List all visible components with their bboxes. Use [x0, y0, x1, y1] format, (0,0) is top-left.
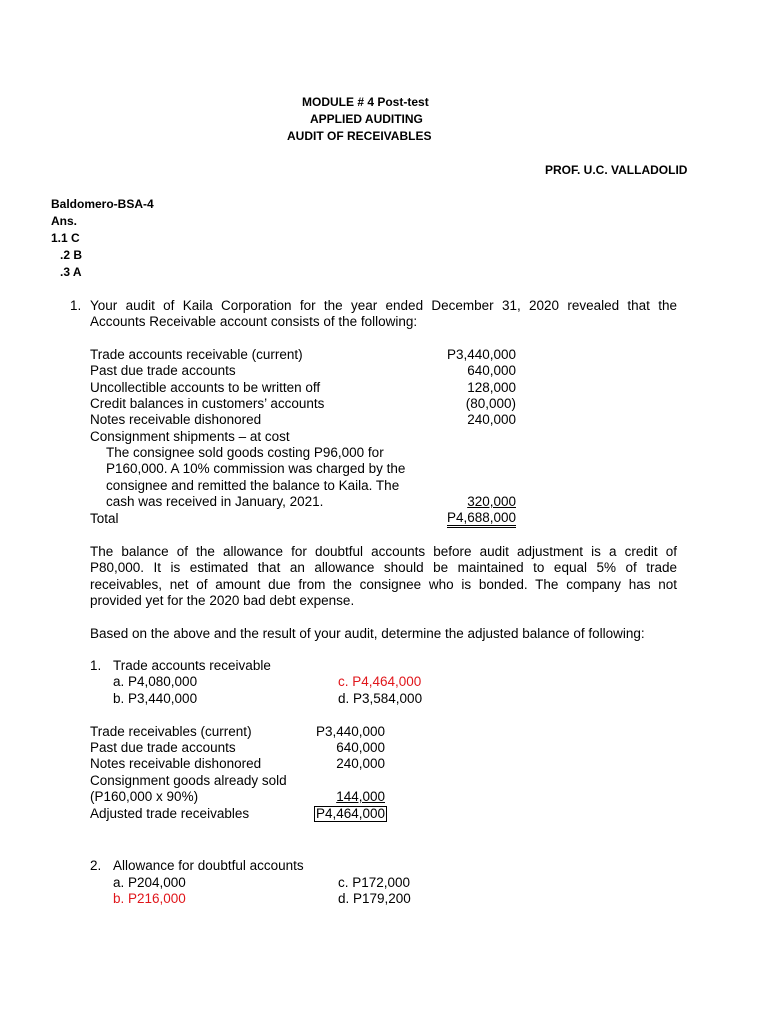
item-label: Trade accounts receivable (current) [90, 347, 303, 362]
problem-intro-line2: Accounts Receivable account consists of the following: [90, 314, 418, 329]
work-value: 240,000 [336, 756, 385, 771]
work-label: Notes receivable dishonored [90, 756, 262, 771]
q2-choice-b-answer: b. P216,000 [113, 891, 186, 906]
answer-2: .2 B [60, 248, 83, 262]
work-value: P3,440,000 [315, 724, 385, 739]
consignment-note-line: consignee and remitted the balance to Kaila. The [106, 478, 400, 493]
consignment-note-line: The consignee sold goods costing P96,000 for [106, 445, 384, 460]
item-value: 640,000 [467, 363, 516, 378]
work-label: Trade receivables (current) [90, 724, 252, 739]
item-value: 128,000 [467, 380, 516, 395]
problem-number: 1. [70, 298, 82, 313]
consignment-note-line: P160,000. A 10% commission was charged by the [106, 461, 406, 476]
adjusted-trade-receivables-value: P4,464,000 [315, 806, 385, 821]
consignment-note-line: cash was received in January, 2021. [106, 494, 324, 509]
work-value: 144,000 [336, 789, 385, 804]
allowance-para-line4: provided yet for the 2020 bad debt expense. [90, 593, 355, 608]
q2-choice-d: d. P179,200 [338, 891, 411, 906]
work-label: Consignment goods already sold [90, 773, 287, 788]
item-label: Uncollectible accounts to be written off [90, 380, 321, 395]
allowance-para-line2: P80,000. It is estimated that an allowance should be maintained to equal 5% of trade [90, 560, 677, 575]
q1-choice-c-answer: c. P4,464,000 [338, 674, 422, 689]
q1-text: Trade accounts receivable [113, 658, 271, 673]
allowance-para-line1: The balance of the allowance for doubtful accounts before audit adjustment is a credit of [90, 544, 677, 559]
total-label: Total [90, 511, 119, 526]
q1-number: 1. [90, 658, 102, 673]
q1-choice-b: b. P3,440,000 [113, 691, 198, 706]
q1-choice-d: d. P3,584,000 [338, 691, 423, 706]
q2-text: Allowance for doubtful accounts [113, 858, 304, 873]
work-label: Past due trade accounts [90, 740, 236, 755]
total-value: P4,688,000 [447, 511, 516, 528]
q2-number: 2. [90, 858, 102, 873]
allowance-para-line3: receivables, net of amount due from the consignee who is bonded. The company has not [90, 577, 677, 592]
work-label: (P160,000 x 90%) [90, 789, 199, 804]
consignment-value: 320,000 [467, 494, 516, 509]
problem-intro-line1: Your audit of Kaila Corporation for the year ended December 31, 2020 revealed that the [90, 298, 677, 313]
q2-choice-a: a. P204,000 [113, 875, 186, 890]
item-value: 240,000 [467, 412, 516, 427]
work-value: 640,000 [336, 740, 385, 755]
answer-1: 1.1 C [51, 231, 80, 245]
item-label: Credit balances in customers’ accounts [90, 396, 325, 411]
professor-name: PROF. U.C. VALLADOLID [545, 163, 688, 177]
instruction-text: Based on the above and the result of your audit, determine the adjusted balance of following: [90, 626, 645, 641]
item-value: (80,000) [465, 396, 516, 411]
work-label: Adjusted trade receivables [90, 806, 250, 821]
module-title: MODULE # 4 Post-test [302, 95, 429, 109]
topic-title: AUDIT OF RECEIVABLES [287, 129, 432, 143]
item-label: Past due trade accounts [90, 363, 236, 378]
q2-choice-c: c. P172,000 [338, 875, 411, 890]
answers-label: Ans. [51, 214, 78, 228]
answer-3: .3 A [60, 265, 82, 279]
item-label: Consignment shipments – at cost [90, 429, 290, 444]
item-value: P3,440,000 [446, 347, 516, 362]
q1-choice-a: a. P4,080,000 [113, 674, 198, 689]
course-title: APPLIED AUDITING [310, 112, 423, 126]
item-label: Notes receivable dishonored [90, 412, 262, 427]
student-name: Baldomero-BSA-4 [51, 197, 154, 211]
